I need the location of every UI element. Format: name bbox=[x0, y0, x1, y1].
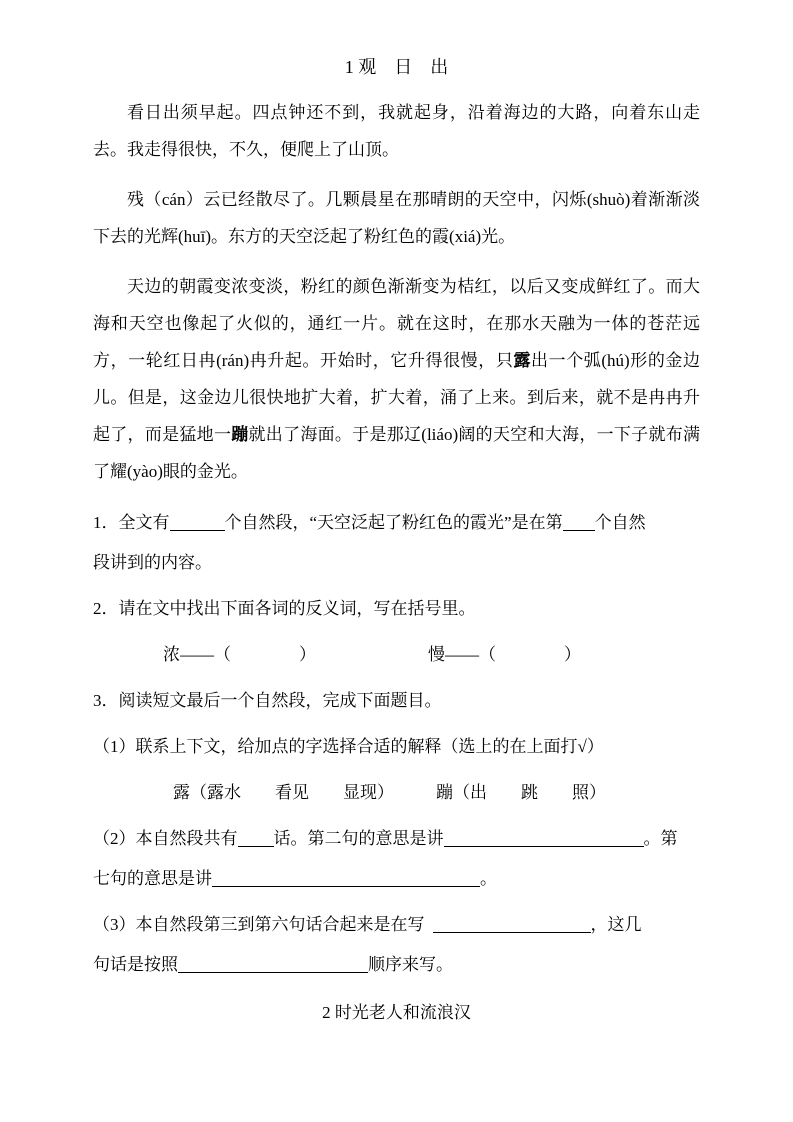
question-1 bbox=[93, 503, 700, 583]
question-3-stem: 3．阅读短文最后一个自然段，完成下面题目。 bbox=[93, 691, 442, 710]
page-footer: 2 时光老人和流浪汉 bbox=[322, 1003, 471, 1022]
question-1-text-a: 1．全文有 bbox=[93, 513, 170, 532]
question-3-sub3-text-b2: 句话是按照 bbox=[93, 955, 178, 974]
answer-blank bbox=[433, 915, 591, 933]
question-3-sub2-text-d: 。 bbox=[480, 869, 497, 888]
question-1-text-c1: 个自然 bbox=[594, 513, 646, 532]
question-1-text-b: 个自然段，“天空泛起了粉红色的霞光”是在第 bbox=[224, 513, 563, 532]
paragraph-1: 看日出须早起。四点钟还不到，我就起身，沿着海边的大路，向着东山走去。我走得很快，不久，便爬上了山顶。 bbox=[93, 103, 700, 159]
question-1-text-c2: 段讲到的内容。 bbox=[93, 553, 212, 572]
answer-blank bbox=[238, 829, 274, 847]
question-3-sub2 bbox=[93, 819, 700, 899]
answer-blank bbox=[444, 829, 644, 847]
paragraph-3-text-b: 出一个弧(hú)形的金边儿。但是，这金边儿很快地扩大着，扩大着，涌了上来。到后来，就不是冉冉升起了，而是猛地一 bbox=[93, 351, 701, 444]
question-3-sub1-stem: （1）联系上下文，给加点的字选择合适的解释（选上的在上面打√） bbox=[93, 737, 604, 756]
answer-blank bbox=[170, 513, 225, 531]
question-2-antonym-row bbox=[93, 635, 700, 675]
question-3-sub3-text-c: 顺序来写。 bbox=[368, 955, 453, 974]
answer-blank bbox=[178, 955, 368, 973]
answer-blank bbox=[563, 513, 595, 531]
question-3-sub3-text-b1: ，这几 bbox=[590, 915, 642, 934]
question-2-stem: 2．请在文中找出下面各词的反义词，写在括号里。 bbox=[93, 599, 476, 618]
answer-blank bbox=[212, 869, 480, 887]
paragraph-3-text-a: 天边的朝霞变浓变淡，粉红的颜色渐渐变为桔红，以后又变成鲜红了。而大海和天空也像起了火似的，通红一片。就在这时，在那水天融为一体的苍茫远方，一轮红日冉(rán)冉升起。开始时，它升得很慢，只 bbox=[93, 277, 700, 370]
question-3-sub2-text-c1: 。第 bbox=[643, 829, 678, 848]
antonym-item-nong: 浓——（ ） bbox=[163, 645, 316, 664]
option-group-lu: 露（露水 看见 显现） bbox=[173, 783, 394, 802]
emphasized-char-lu: 露 bbox=[513, 351, 532, 370]
question-3-sub1-options bbox=[93, 773, 700, 813]
paragraph-3-text-c: 就出了海面。于是那辽(liáo)阔的天空和大海，一下子就布满了耀(yào)眼的金光。 bbox=[93, 425, 700, 481]
emphasized-char-beng: 蹦 bbox=[231, 425, 249, 444]
question-3-sub3 bbox=[93, 905, 700, 985]
paragraph-3 bbox=[93, 268, 700, 490]
question-3-sub3-text-a: （3）本自然段第三到第六句话合起来是在写 bbox=[93, 915, 425, 934]
question-3-sub2-text-c2: 七句的意思是讲 bbox=[93, 869, 212, 888]
question-3-sub2-text-a: （2）本自然段共有 bbox=[93, 829, 238, 848]
question-3-sub2-text-b: 话。第二句的意思是讲 bbox=[273, 829, 444, 848]
option-group-beng: 蹦（出 跳 照） bbox=[436, 783, 606, 802]
paragraph-2: 残（cán）云已经散尽了。几颗晨星在那晴朗的天空中，闪烁(shuò)着渐渐淡下去的光辉(huī)。东方的天空泛起了粉红色的霞(xiá)光。 bbox=[93, 190, 700, 246]
antonym-item-man: 慢——（ ） bbox=[428, 645, 581, 664]
page-title: 1 观 日 出 bbox=[344, 57, 449, 77]
